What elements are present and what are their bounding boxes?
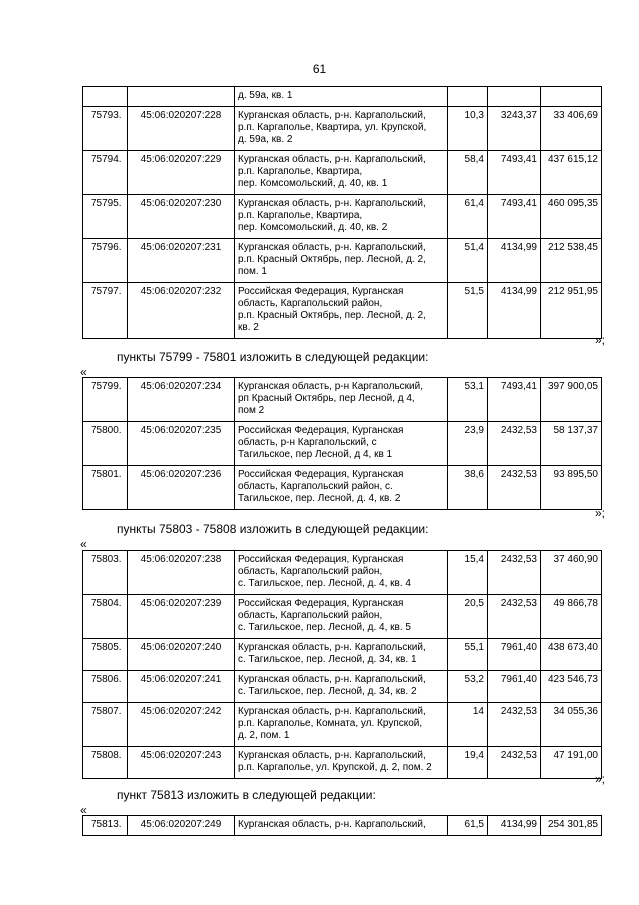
cadastral-price xyxy=(488,87,541,107)
item-number: 75794. xyxy=(83,151,128,195)
table-row xyxy=(83,239,602,283)
item-number: 75796. xyxy=(83,239,128,283)
cadastral-number: 45:06:020207:229 xyxy=(128,151,235,195)
registry-table-3 xyxy=(82,550,602,779)
area: 61,5 xyxy=(448,816,488,836)
address-line: область, Каргапольский район, xyxy=(238,566,383,577)
address xyxy=(235,551,448,595)
area: 19,4 xyxy=(448,747,488,779)
area: 14 xyxy=(448,703,488,747)
address-line: р.п. Каргаполье, Квартира, xyxy=(238,166,363,177)
address-line: Курганская область, р-н. Каргапольский, xyxy=(238,750,426,761)
area: 10,3 xyxy=(448,107,488,151)
open-quote-1: « xyxy=(80,365,87,379)
address-line: д. 59а, кв. 1 xyxy=(238,90,293,101)
cadastral-price: 2432,53 xyxy=(488,595,541,639)
address xyxy=(235,195,448,239)
address-line: область, Каргапольский район, с. xyxy=(238,481,393,492)
address-line: Российская Федерация, Курганская xyxy=(238,554,404,565)
area: 61,4 xyxy=(448,195,488,239)
cadastral-number: 45:06:020207:236 xyxy=(128,466,235,510)
item-number: 75805. xyxy=(83,639,128,671)
cadastral-value: 212 951,95 xyxy=(541,283,602,339)
address xyxy=(235,595,448,639)
cadastral-value: 254 301,85 xyxy=(541,816,602,836)
address-line: с. Тагильское, пер. Лесной, д. 34, кв. 2 xyxy=(238,686,417,697)
address-line: д. 59а, кв. 2 xyxy=(238,134,293,145)
cadastral-number: 45:06:020207:240 xyxy=(128,639,235,671)
address-line: Курганская область, р-н. Каргапольский, xyxy=(238,198,426,209)
address xyxy=(235,466,448,510)
table-row xyxy=(83,283,602,339)
address-line: пер. Комсомольский, д. 40, кв. 2 xyxy=(238,222,388,233)
table-row xyxy=(83,151,602,195)
address-line: с. Тагильское, пер. Лесной, д. 34, кв. 1 xyxy=(238,654,417,665)
address-line: Курганская область, р-н. Каргапольский, xyxy=(238,706,426,717)
address xyxy=(235,747,448,779)
cadastral-number: 45:06:020207:238 xyxy=(128,551,235,595)
address-line: пом 2 xyxy=(238,405,265,416)
close-quote-2: »; xyxy=(595,506,606,520)
cadastral-price: 4134,99 xyxy=(488,239,541,283)
cadastral-number: 45:06:020207:231 xyxy=(128,239,235,283)
cadastral-price: 7961,40 xyxy=(488,639,541,671)
paragraph-75799-75801: пункты 75799 - 75801 изложить в следующей редакции: xyxy=(117,350,429,364)
address-line: с. Тагильское, пер. Лесной, д. 4, кв. 4 xyxy=(238,578,411,589)
cadastral-value: 438 673,40 xyxy=(541,639,602,671)
table-row xyxy=(83,422,602,466)
table-row xyxy=(83,466,602,510)
address-line: Курганская область, р-н. Каргапольский, xyxy=(238,154,426,165)
address-line: Курганская область, р-н. Каргапольский, xyxy=(238,642,426,653)
address-line: Российская Федерация, Курганская xyxy=(238,425,404,436)
table-row xyxy=(83,703,602,747)
table-row xyxy=(83,195,602,239)
address xyxy=(235,283,448,339)
item-number: 75797. xyxy=(83,283,128,339)
address-line: р.п. Каргаполье, Квартира, ул. Крупской, xyxy=(238,122,427,133)
cadastral-price: 7493,41 xyxy=(488,195,541,239)
close-quote-1: »; xyxy=(595,333,606,347)
address-line: пер. Комсомольский, д. 40, кв. 1 xyxy=(238,178,388,189)
address-line: Тагильское, пер. Лесной, д. 4, кв. 2 xyxy=(238,493,401,504)
item-number: 75800. xyxy=(83,422,128,466)
address-line: р.п. Каргаполье, Комната, ул. Крупской, xyxy=(238,718,423,729)
area: 23,9 xyxy=(448,422,488,466)
address xyxy=(235,107,448,151)
open-quote-2: « xyxy=(80,537,87,551)
cadastral-price: 2432,53 xyxy=(488,703,541,747)
address-line: пом. 1 xyxy=(238,266,267,277)
cadastral-price: 7493,41 xyxy=(488,151,541,195)
cadastral-value: 460 095,35 xyxy=(541,195,602,239)
paragraph-75813: пункт 75813 изложить в следующей редакции: xyxy=(117,788,376,802)
cadastral-number: 45:06:020207:235 xyxy=(128,422,235,466)
table-row xyxy=(83,816,602,836)
paragraph-75803-75808: пункты 75803 - 75808 изложить в следующей редакции: xyxy=(117,522,429,536)
cadastral-number xyxy=(128,87,235,107)
table-row xyxy=(83,87,602,107)
cadastral-value: 93 895,50 xyxy=(541,466,602,510)
cadastral-value: 34 055,36 xyxy=(541,703,602,747)
cadastral-price: 4134,99 xyxy=(488,816,541,836)
address-line: область, Каргапольский район, xyxy=(238,610,383,621)
item-number: 75795. xyxy=(83,195,128,239)
area: 15,4 xyxy=(448,551,488,595)
area xyxy=(448,87,488,107)
cadastral-price: 7493,41 xyxy=(488,378,541,422)
address-line: р.п. Каргаполье, Квартира, xyxy=(238,210,363,221)
cadastral-value: 397 900,05 xyxy=(541,378,602,422)
address-line: кв. 2 xyxy=(238,322,259,333)
cadastral-number: 45:06:020207:228 xyxy=(128,107,235,151)
table-row xyxy=(83,595,602,639)
area: 58,4 xyxy=(448,151,488,195)
cadastral-value: 37 460,90 xyxy=(541,551,602,595)
address-line: Российская Федерация, Курганская xyxy=(238,469,404,480)
area: 53,1 xyxy=(448,378,488,422)
close-quote-3: »; xyxy=(595,772,606,786)
address xyxy=(235,378,448,422)
address xyxy=(235,703,448,747)
cadastral-price: 4134,99 xyxy=(488,283,541,339)
table-row xyxy=(83,378,602,422)
item-number: 75808. xyxy=(83,747,128,779)
address-line: Российская Федерация, Курганская xyxy=(238,598,404,609)
cadastral-number: 45:06:020207:249 xyxy=(128,816,235,836)
cadastral-value: 49 866,78 xyxy=(541,595,602,639)
item-number xyxy=(83,87,128,107)
area: 20,5 xyxy=(448,595,488,639)
cadastral-value: 212 538,45 xyxy=(541,239,602,283)
item-number: 75804. xyxy=(83,595,128,639)
address xyxy=(235,671,448,703)
area: 53,2 xyxy=(448,671,488,703)
registry-table-4 xyxy=(82,815,602,836)
address-line: с. Тагильское, пер. Лесной, д. 4, кв. 5 xyxy=(238,622,411,633)
cadastral-price: 2432,53 xyxy=(488,747,541,779)
item-number: 75807. xyxy=(83,703,128,747)
area: 55,1 xyxy=(448,639,488,671)
item-number: 75803. xyxy=(83,551,128,595)
cadastral-value xyxy=(541,87,602,107)
cadastral-number: 45:06:020207:230 xyxy=(128,195,235,239)
address-line: рп Красный Октябрь, пер Лесной, д 4, xyxy=(238,393,415,404)
item-number: 75793. xyxy=(83,107,128,151)
address xyxy=(235,151,448,195)
registry-table-1 xyxy=(82,86,602,339)
cadastral-number: 45:06:020207:242 xyxy=(128,703,235,747)
address-line: д. 2, пом. 1 xyxy=(238,730,290,741)
cadastral-number: 45:06:020207:241 xyxy=(128,671,235,703)
address-line: р.п. Каргаполье, ул. Крупской, д. 2, пом. 2 xyxy=(238,762,432,773)
page-number: 61 xyxy=(312,62,327,76)
table-row xyxy=(83,551,602,595)
cadastral-number: 45:06:020207:239 xyxy=(128,595,235,639)
address xyxy=(235,639,448,671)
table-row xyxy=(83,107,602,151)
area: 38,6 xyxy=(448,466,488,510)
table-row xyxy=(83,639,602,671)
address-line: Российская Федерация, Курганская xyxy=(238,286,404,297)
cadastral-price: 3243,37 xyxy=(488,107,541,151)
cadastral-value: 58 137,37 xyxy=(541,422,602,466)
address-line: р.п. Красный Октябрь, пер. Лесной, д. 2, xyxy=(238,310,426,321)
open-quote-3: « xyxy=(80,803,87,817)
address-line: Курганская область, р-н. Каргапольский, xyxy=(238,110,426,121)
address-line: Курганская область, р-н. Каргапольский, xyxy=(238,819,426,830)
address-line: Курганская область, р-н Каргапольский, xyxy=(238,381,423,392)
address-line: область, р-н Каргапольский, с xyxy=(238,437,377,448)
cadastral-number: 45:06:020207:243 xyxy=(128,747,235,779)
address xyxy=(235,422,448,466)
address xyxy=(235,816,448,836)
cadastral-price: 2432,53 xyxy=(488,466,541,510)
table-row xyxy=(83,747,602,779)
cadastral-value: 33 406,69 xyxy=(541,107,602,151)
area: 51,5 xyxy=(448,283,488,339)
registry-table-2 xyxy=(82,377,602,510)
cadastral-price: 2432,53 xyxy=(488,422,541,466)
item-number: 75801. xyxy=(83,466,128,510)
item-number: 75806. xyxy=(83,671,128,703)
cadastral-value: 437 615,12 xyxy=(541,151,602,195)
item-number: 75799. xyxy=(83,378,128,422)
cadastral-number: 45:06:020207:232 xyxy=(128,283,235,339)
cadastral-value: 47 191,00 xyxy=(541,747,602,779)
cadastral-price: 2432,53 xyxy=(488,551,541,595)
address-line: Тагильское, пер Лесной, д 4, кв 1 xyxy=(238,449,393,460)
address xyxy=(235,239,448,283)
address xyxy=(235,87,448,107)
item-number: 75813. xyxy=(83,816,128,836)
cadastral-price: 7961,40 xyxy=(488,671,541,703)
address-line: Курганская область, р-н. Каргапольский, xyxy=(238,674,426,685)
address-line: р.п. Красный Октябрь, пер. Лесной, д. 2, xyxy=(238,254,426,265)
address-line: область, Каргапольский район, xyxy=(238,298,383,309)
table-row xyxy=(83,671,602,703)
cadastral-value: 423 546,73 xyxy=(541,671,602,703)
address-line: Курганская область, р-н. Каргапольский, xyxy=(238,242,426,253)
area: 51,4 xyxy=(448,239,488,283)
cadastral-number: 45:06:020207:234 xyxy=(128,378,235,422)
